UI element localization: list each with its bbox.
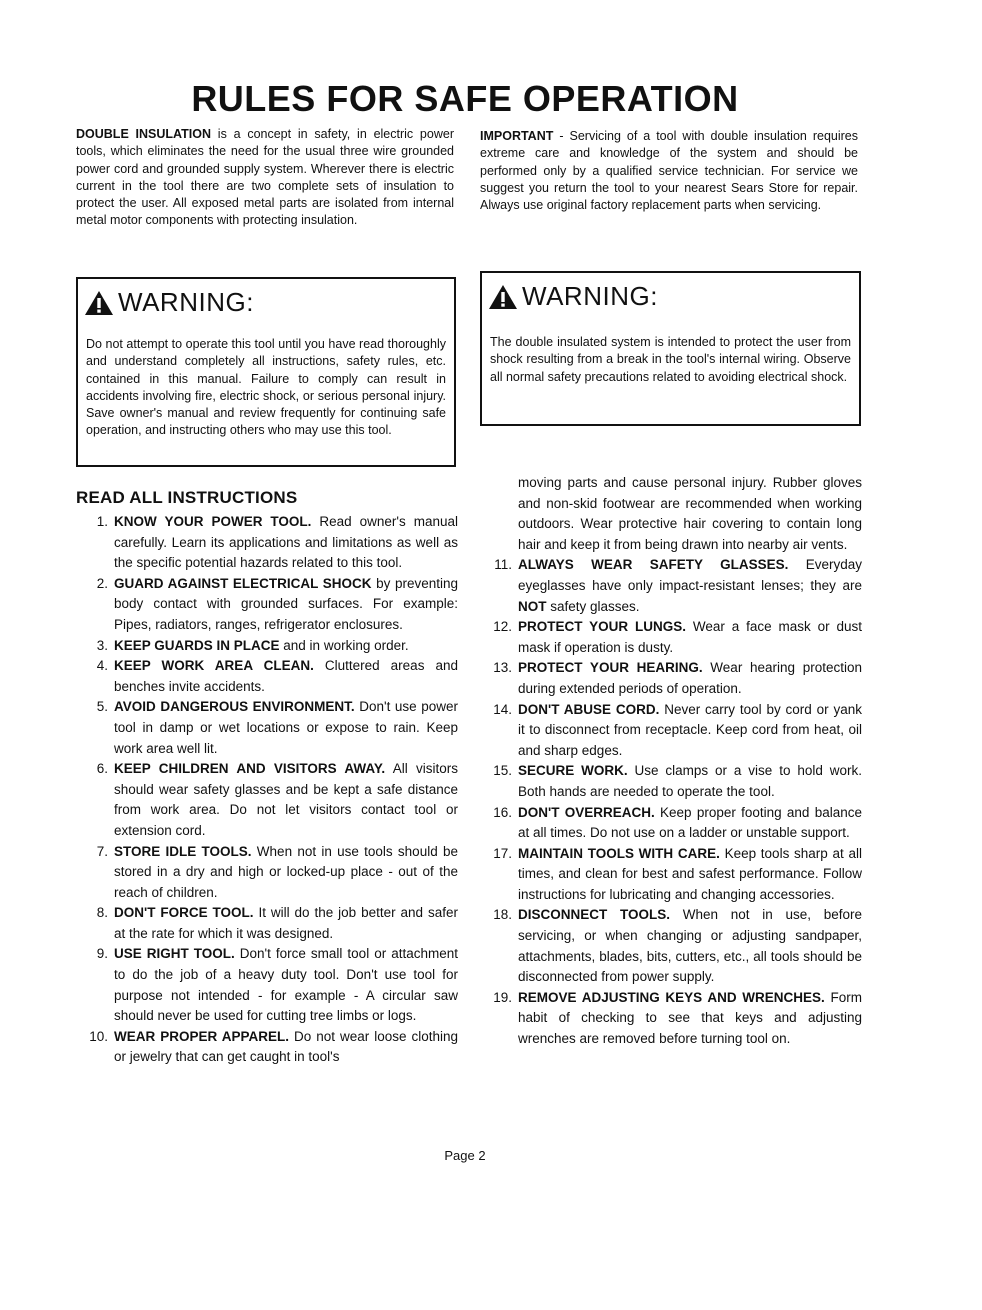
rule-item <box>480 988 862 1050</box>
rule-number: 7. <box>96 843 108 859</box>
rule-item <box>480 905 862 987</box>
double-insulation-lead: DOUBLE INSULATION <box>76 127 212 141</box>
rule-item <box>480 844 862 906</box>
warning-triangle-icon <box>84 290 114 316</box>
warning-triangle-icon <box>488 284 518 310</box>
rule-item <box>76 656 458 697</box>
rule-item <box>76 512 458 574</box>
rule-text-end: safety glasses. <box>546 598 640 614</box>
rule-heading: ALWAYS WEAR SAFETY GLASSES. <box>518 557 789 573</box>
rule-item <box>76 842 458 904</box>
rule-number: 15. <box>493 763 512 779</box>
rule-text: by preventing body contact with grounded surfaces. For example: Pipes, radiators, ranges, refrigerator enclosures. <box>114 575 458 632</box>
rule-text: Read owner's manual carefully. Learn its applications and limitations as well as the specific potential hazards related to this tool. <box>114 514 458 571</box>
rule-number: 12. <box>493 619 512 635</box>
rule-number: 1. <box>96 514 108 529</box>
rule-item <box>480 617 862 658</box>
rule-body <box>518 988 862 1050</box>
rule-number: 17. <box>493 845 512 861</box>
rules-list-left <box>76 512 458 1068</box>
rule-number: 10. <box>89 1028 108 1044</box>
rule-text: and in working order. <box>279 637 409 653</box>
page-title: RULES FOR SAFE OPERATION <box>191 78 739 119</box>
rule-heading: DON'T OVERREACH. <box>518 804 655 820</box>
rule-heading: KEEP CHILDREN AND VISITORS AWAY. <box>114 761 386 777</box>
rule-heading: STORE IDLE TOOLS. <box>114 843 252 859</box>
rule-number: 14. <box>493 701 512 717</box>
double-insulation-text: is a concept in safety, in electric power tools, which eliminates the need for the usual three wire grounded power cord and grounded supply system. Wherever there is electric current in the tool there are two complete sets of insulation to protect the user. All exposed metal parts are isolated from internal metal motor components with protecting insulation. <box>76 127 454 228</box>
rule-number: 4. <box>96 658 108 674</box>
rule-text: Do not wear loose clothing or jewelry that can get caught in tool's <box>114 1028 458 1065</box>
rule-text: Use clamps or a vise to hold work. Both hands are needed to operate the tool. <box>518 763 862 799</box>
rule-body <box>114 636 458 657</box>
rule-number: 11. <box>494 557 512 573</box>
warning-heading: WARNING: <box>118 287 254 317</box>
rule-text: When not in use, before servicing, or when changing or adjusting sandpaper, attachments, blades, bits, cutters, etc., all tools should be disconnected from power supply. <box>518 907 862 985</box>
rule-item <box>76 903 458 944</box>
rule-body <box>518 658 862 699</box>
rule-number: 2. <box>96 575 108 591</box>
rule-body <box>114 1027 458 1068</box>
rule-heading: PROTECT YOUR LUNGS. <box>518 619 686 635</box>
rule-text: Wear hearing protection during extended periods of operation. <box>518 660 862 696</box>
rule-body <box>518 905 862 987</box>
rule-heading: DON'T ABUSE CORD. <box>518 701 660 717</box>
important-text: - Servicing of a tool with double insulation requires extreme care and knowledge of the system and should be performed only by a qualified service technician. For service we suggest you return the tool to your nearest Sears Store for repair. Always use original factory replacement parts when servicing. <box>480 129 858 213</box>
rule-text: Keep tools sharp at all times, and clean for best and safest performance. Follow instructions for lubricating and changing accessories. <box>518 845 862 902</box>
rule-text: Don't force small tool or attachment to do the job of a heavy duty tool. Don't use tool for purpose not intended - for example - A circular saw should never be used for cutting tree limbs or logs. <box>114 946 458 1024</box>
rule-number: 9. <box>96 946 108 962</box>
rule-text: It will do the job better and safer at the rate for which it was designed. <box>114 905 458 941</box>
rule-number: 8. <box>96 905 108 921</box>
rule-heading: GUARD AGAINST ELECTRICAL SHOCK <box>114 575 372 591</box>
rule-text: Keep proper footing and balance at all times. Do not use on a ladder or unstable support. <box>518 804 863 841</box>
rule-10-continued: moving parts and cause personal injury. Rubber gloves and non-skid footwear are recommended when working outdoors. Wear protective hair covering to contain long hair and keep it from being drawn into nearby air vents. <box>518 475 862 552</box>
warning-box-right <box>480 271 861 426</box>
rule-text: Never carry tool by cord or yank it to disconnect from receptacle. Keep cord from heat, oil and sharp edges. <box>518 701 862 758</box>
double-insulation-paragraph <box>76 126 454 230</box>
rule-body <box>518 617 862 658</box>
important-lead: IMPORTANT <box>480 129 554 143</box>
rule-text: Everyday eyeglasses have only impact-resistant lenses; they are <box>518 557 862 593</box>
rule-body <box>518 803 862 844</box>
warning-text: Do not attempt to operate this tool until you have read thoroughly and understand completely all instructions, safety rules, etc. contained in this manual. Failure to comply can result in accidents involving fire, electric shock, or serious personal injury. Save owner's manual and review frequently for continuing safe operation, and instructing others who may use this tool. <box>86 337 446 438</box>
important-paragraph <box>480 128 858 214</box>
rule-text: Cluttered areas and benches invite accidents. <box>114 658 458 694</box>
rule-heading: AVOID DANGEROUS ENVIRONMENT. <box>114 699 355 715</box>
rule-text: When not in use tools should be stored in a dry and high or locked-up place - out of the reach of children. <box>114 843 458 900</box>
rule-item <box>480 803 862 844</box>
rule-item <box>480 761 862 802</box>
rule-item <box>480 700 862 762</box>
rule-heading: KNOW YOUR POWER TOOL. <box>114 514 312 529</box>
rule-text: All visitors should wear safety glasses and be kept a safe distance from work area. Do not let visitors contact tool or extension cord. <box>114 761 458 838</box>
rule-heading: DON'T FORCE TOOL. <box>114 905 254 921</box>
warning-header <box>84 287 454 318</box>
rule-number: 19. <box>493 989 512 1005</box>
rule-item <box>76 636 458 657</box>
rule-heading: MAINTAIN TOOLS WITH CARE. <box>518 845 720 861</box>
rule-heading: KEEP WORK AREA CLEAN. <box>114 658 314 674</box>
rule-body <box>114 512 458 574</box>
rule-item <box>76 944 458 1026</box>
rule-body <box>114 656 458 697</box>
rule-heading: KEEP GUARDS IN PLACE <box>114 637 280 653</box>
rule-item <box>76 697 458 759</box>
rule-number: 3. <box>96 637 108 653</box>
rule-item <box>480 555 862 617</box>
page-number: Page 2 <box>444 1148 486 1163</box>
rule-item <box>480 658 862 699</box>
warning-heading: WARNING: <box>522 281 658 311</box>
rule-heading: WEAR PROPER APPAREL. <box>114 1028 289 1044</box>
rule-emphasis: NOT <box>518 598 547 614</box>
rule-item <box>76 574 458 636</box>
rule-body <box>518 700 862 762</box>
rule-number: 18. <box>493 907 512 923</box>
warning-header <box>488 281 859 312</box>
rule-heading: DISCONNECT TOOLS. <box>518 907 670 923</box>
rule-body <box>114 697 458 759</box>
rule-body <box>114 944 458 1026</box>
rule-item <box>76 1027 458 1068</box>
rule-body <box>114 759 458 841</box>
rules-list-right <box>480 473 862 1050</box>
rule-heading: REMOVE ADJUSTING KEYS AND WRENCHES. <box>518 989 825 1005</box>
rule-heading: USE RIGHT TOOL. <box>114 946 235 962</box>
warning-box-left <box>76 277 456 467</box>
section-heading: READ ALL INSTRUCTIONS <box>76 488 298 507</box>
rule-body <box>518 844 862 906</box>
rule-text: Wear a face mask or dust mask if operation is dusty. <box>518 619 862 655</box>
rule-number: 6. <box>96 761 108 777</box>
rule-text: Don't use power tool in damp or wet locations or expose to rain. Keep work area well lit. <box>114 699 458 756</box>
rule-body <box>114 574 458 636</box>
rule-number: 13. <box>493 660 512 676</box>
rule-body <box>114 842 458 904</box>
rule-body <box>114 903 458 944</box>
rule-number: 5. <box>96 699 108 715</box>
warning-text: The double insulated system is intended to protect the user from shock resulting from a break in the tool's internal wiring. Observe all normal safety precautions related to avoiding electrical shock. <box>490 335 851 384</box>
rule-text: Form habit of checking to see that keys and adjusting wrenches are removed before turning tool on. <box>518 989 863 1047</box>
rule-body <box>518 555 862 617</box>
rule-body <box>518 761 862 802</box>
rule-item <box>76 759 458 841</box>
rule-heading: SECURE WORK. <box>518 763 628 779</box>
rule-number: 16. <box>493 804 512 820</box>
rule-heading: PROTECT YOUR HEARING. <box>518 660 703 676</box>
